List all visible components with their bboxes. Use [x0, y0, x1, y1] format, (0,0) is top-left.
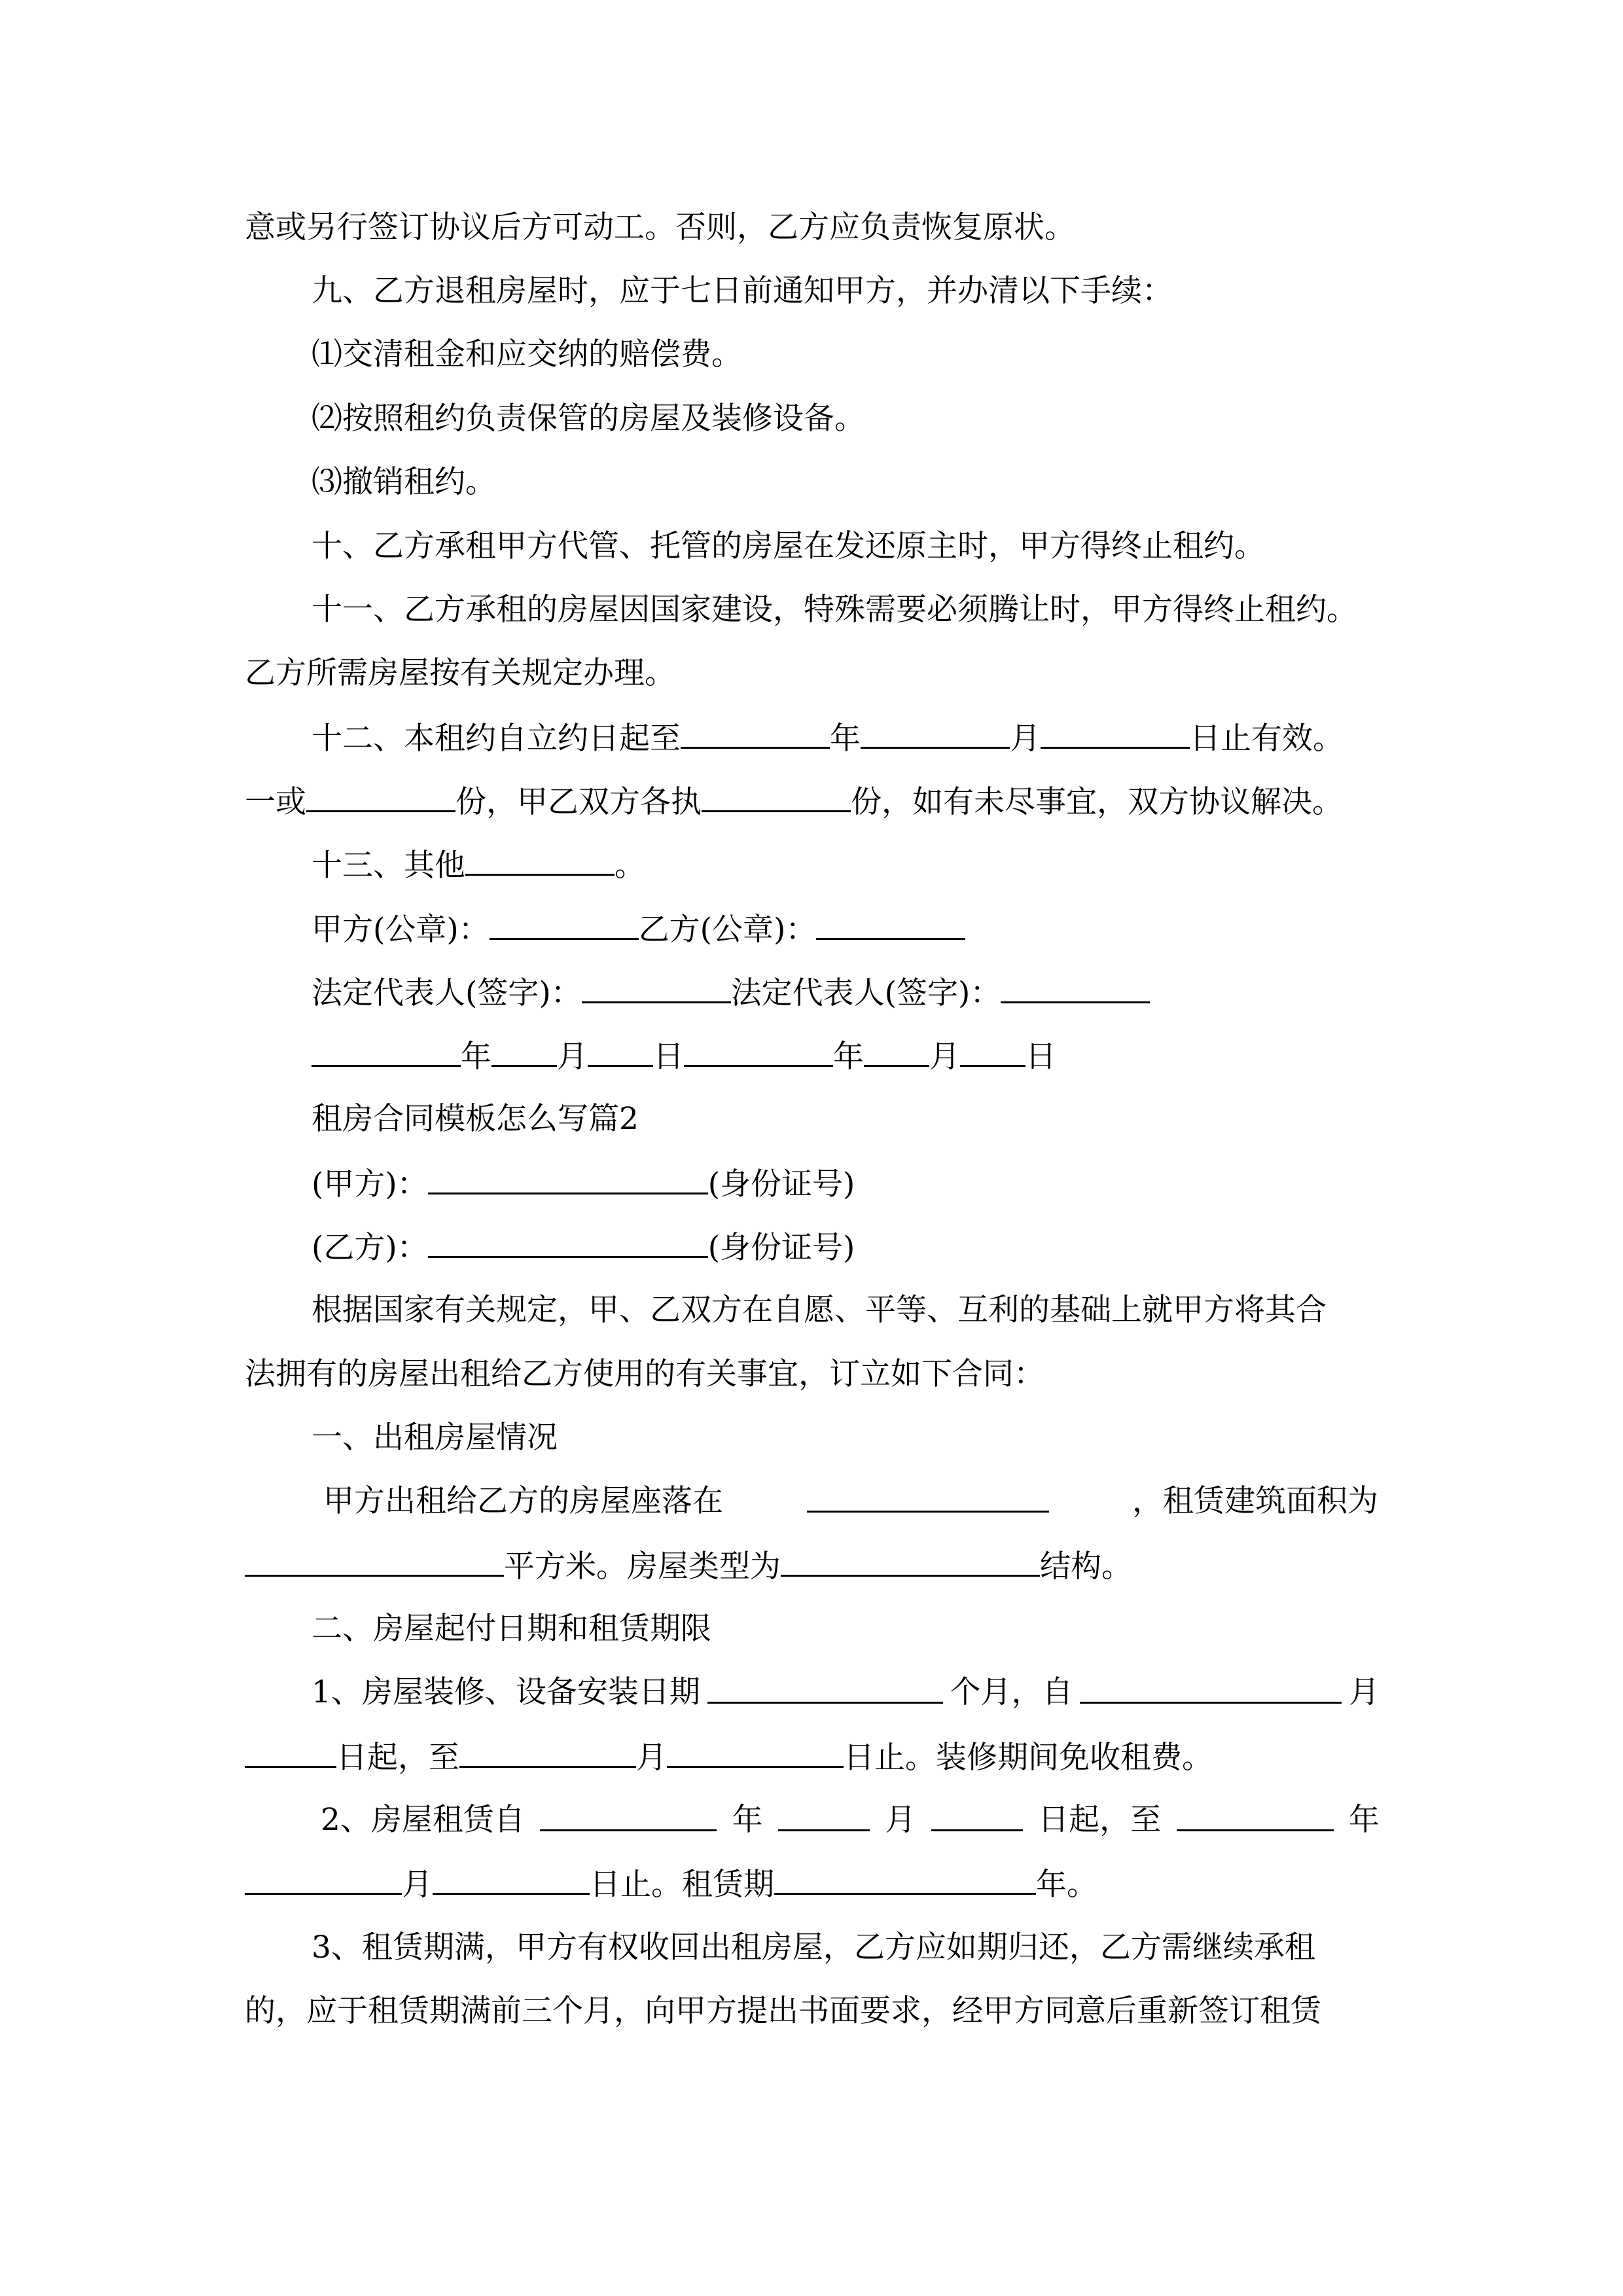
text-fragment: 一或 [245, 784, 306, 820]
blank-field[interactable] [491, 1036, 557, 1067]
text-line [245, 781, 1343, 821]
blank-field[interactable] [306, 781, 455, 812]
month-label: 月 [885, 1802, 916, 1838]
day-label: 日 [1026, 1039, 1056, 1075]
party-b-seal-label: 乙方(公章)： [638, 912, 817, 948]
blank-field[interactable] [245, 1546, 504, 1577]
day-label: 日止有效。 [1190, 721, 1344, 757]
id-number-label: (身份证号) [707, 1230, 855, 1266]
text-fragment: 日止。租赁期 [590, 1867, 774, 1903]
clause-11: 十一、乙方承租的房屋因国家建设，特殊需要必须腾让时，甲方得终止租约。 [312, 592, 1357, 628]
text-fragment: 日止。装修期间免收租费。 [844, 1740, 1213, 1776]
month-label: 月 [557, 1039, 588, 1075]
clause-12-text: 十二、本租约自立约日起至 [312, 721, 681, 757]
blank-field[interactable] [312, 1036, 461, 1067]
blank-field[interactable] [490, 909, 639, 940]
text-fragment: 平方米。房屋类型为 [504, 1549, 781, 1585]
text-fragment: 日起，至 [336, 1740, 459, 1776]
text-fragment: 月 [636, 1740, 667, 1776]
blank-field[interactable] [1080, 1673, 1342, 1704]
blank-field[interactable] [816, 909, 965, 940]
section-2-heading: 二、房屋起付日期和租赁期限 [312, 1611, 711, 1647]
section-heading: 租房合同模板怎么写篇2 [312, 1101, 639, 1137]
blank-field[interactable] [774, 1864, 1036, 1895]
year-label: 年 [833, 1039, 864, 1075]
clause-9-item-2: ⑵按照租约负责保管的房屋及装修设备。 [312, 401, 865, 437]
month-label: 月 [402, 1867, 433, 1903]
representative-b-label: 法定代表人(签字)： [730, 975, 1001, 1011]
party-b-label: (乙方)： [312, 1230, 428, 1266]
blank-field[interactable] [433, 1864, 590, 1895]
blank-field[interactable] [459, 1737, 636, 1768]
text-line [245, 1737, 1213, 1776]
blank-field[interactable] [465, 845, 615, 876]
text-fragment: 2、房屋租赁自 [321, 1802, 525, 1838]
text-fragment: 日起，至 [1038, 1802, 1162, 1838]
year-label: 年 [461, 1039, 491, 1075]
blank-field[interactable] [702, 781, 851, 812]
blank-field[interactable] [540, 1801, 717, 1831]
blank-field[interactable] [707, 1673, 943, 1704]
text-fragment: 。 [615, 848, 645, 884]
blank-field[interactable] [1001, 973, 1150, 1003]
blank-field[interactable] [428, 1164, 708, 1194]
text-line [245, 1546, 1132, 1585]
year-label: 年 [732, 1802, 763, 1838]
text-fragment: 月 [1348, 1674, 1380, 1710]
clause-12 [312, 718, 1344, 757]
blank-field[interactable] [807, 1482, 1049, 1513]
text-line [245, 1864, 1097, 1903]
party-a-seal-label: 甲方(公章)： [312, 912, 490, 948]
blank-field[interactable] [588, 1036, 653, 1067]
text-line [312, 1673, 1380, 1712]
text-fragment: 甲方出租给乙方的房屋座落在 [323, 1483, 723, 1519]
preamble: 根据国家有关规定，甲、乙双方在自愿、平等、互利的基础上就甲方将其合 [312, 1292, 1327, 1328]
blank-field[interactable] [1041, 718, 1190, 749]
blank-field[interactable] [861, 718, 1010, 749]
text-line [323, 1482, 1378, 1521]
text-fragment: ，租赁建筑面积为 [1132, 1483, 1378, 1519]
month-label: 月 [1010, 721, 1041, 757]
blank-field[interactable] [681, 718, 830, 749]
clause-9-item-1: ⑴交清租金和应交纳的赔偿费。 [312, 336, 742, 372]
id-number-label: (身份证号) [707, 1166, 855, 1202]
blank-field[interactable] [960, 1036, 1026, 1067]
clause-9: 九、乙方退租房屋时，应于七日前通知甲方，并办清以下手续： [312, 273, 1173, 309]
text-fragment: 十三、其他 [312, 848, 465, 884]
blank-field[interactable] [1177, 1801, 1334, 1831]
text-fragment: 结构。 [1040, 1549, 1132, 1585]
clause-9-item-3: ⑶撤销租约。 [312, 464, 496, 500]
text-fragment: 年。 [1036, 1867, 1097, 1903]
representative-a-label: 法定代表人(签字)： [312, 975, 582, 1011]
signature-line [312, 973, 1150, 1012]
blank-field[interactable] [781, 1546, 1040, 1577]
section-1-heading: 一、出租房屋情况 [312, 1420, 558, 1456]
blank-field[interactable] [245, 1737, 336, 1768]
blank-field[interactable] [428, 1227, 708, 1258]
clause-10: 十、乙方承租甲方代管、托管的房屋在发还原主时，甲方得终止租约。 [312, 528, 1265, 564]
seal-line [312, 909, 965, 948]
text-line: 乙方所需房屋按有关规定办理。 [245, 655, 675, 691]
text-line [321, 1801, 1380, 1840]
blank-field[interactable] [931, 1801, 1023, 1831]
clause-13 [312, 845, 645, 884]
text-fragment: 份，如有未尽事宜，双方协议解决。 [851, 784, 1343, 820]
text-fragment: 份，甲乙双方各执 [455, 784, 702, 820]
blank-field[interactable] [864, 1036, 929, 1067]
blank-field[interactable] [778, 1801, 870, 1831]
blank-field[interactable] [684, 1036, 833, 1067]
blank-field[interactable] [667, 1737, 844, 1768]
year-label: 年 [830, 721, 861, 757]
text-line: 法拥有的房屋出租给乙方使用的有关事宜，订立如下合同： [245, 1356, 1044, 1392]
text-line: 的，应于租赁期满前三个月，向甲方提出书面要求，经甲方同意后重新签订租赁 [245, 1993, 1321, 2029]
month-label: 月 [929, 1039, 960, 1075]
blank-field[interactable] [245, 1864, 402, 1895]
text-fragment: 1、房屋装修、设备安装日期 [312, 1674, 700, 1710]
party-a-label: (甲方)： [312, 1166, 428, 1202]
text-fragment: 个月，自 [950, 1674, 1073, 1710]
year-label: 年 [1348, 1802, 1380, 1838]
clause-text: 3、租赁期满，甲方有权收回出租房屋，乙方应如期归还，乙方需继续承租 [312, 1929, 1315, 1965]
party-b-line [312, 1227, 855, 1266]
party-a-line [312, 1164, 855, 1203]
date-line [312, 1036, 1056, 1075]
text-line: 意或另行签订协议后方可动工。否则，乙方应负责恢复原状。 [245, 209, 1075, 245]
day-label: 日 [653, 1039, 684, 1075]
blank-field[interactable] [582, 973, 731, 1003]
